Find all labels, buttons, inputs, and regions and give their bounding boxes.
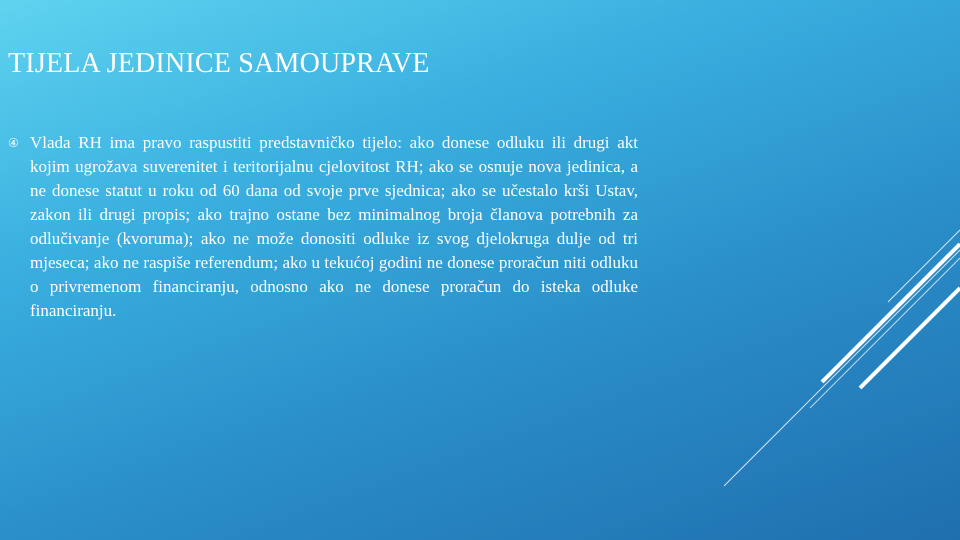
deco-line-thick-2 — [860, 288, 960, 388]
deco-line-thin-1 — [888, 230, 960, 302]
deco-line-thin-3 — [724, 250, 960, 486]
bullet-text: Vlada RH ima pravo raspustiti predstavničko tijelo: ako donese odluku ili drugi akt kojim ugrožava suverenitet i teritorijalnu cjelovitost RH; ako se osnuje nova jedinica, a ne donese statut u roku od 60 dana od svoje prve sjednica; ako se učestalo krši Ustav, zakon ili drugi propis; ako trajno ostane bez minimalnog broja članova potrebnih za odlučivanje (kvoruma); ako ne može donositi odluke iz svog djelokruga dulje od tri mjeseca; ako ne raspiše referendum; ako u tekućoj godini ne donese proračun niti odluku o privremenom financiranju, odnosno ako ne donese proračun do isteka odluke financiranju. — [30, 133, 638, 320]
deco-line-thick-1 — [822, 244, 960, 382]
slide-title: TIJELA JEDINICE SAMOUPRAVE — [8, 48, 430, 79]
circled-number-icon: ④ — [8, 136, 19, 150]
deco-line-thin-2 — [810, 258, 960, 408]
